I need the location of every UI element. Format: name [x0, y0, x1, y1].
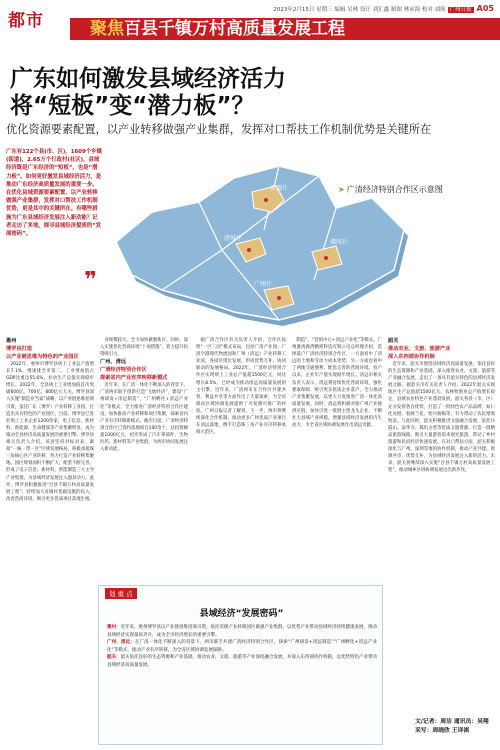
column-1 — [6, 337, 94, 747]
quote-mark-icon: ❞ — [84, 268, 97, 293]
col5-body: 近年来，韶关市围绕县域经济高质量发展，依托良好的生态资源和产业基础，深入推进农业、文旅、旅游等产业融合发展，走出了一条具有韶关特色的县域经济发展之路。据韶关市有关负责人介绍，2022年韶关实现地区生产总值超1500亿元，农林牧渔业总产值增长稳定，县域农业特色产业蓬勃发展。韶关各县（市、区）充分发挥各自优势，打造了一批特色农产品品牌，如仁化贡柑、翁源兰花、始兴杨梅等，有力带动了农民增收致富。与此同时，韶关积极推进文旅融合发展，依托丹霞山、南华寺、珠玑古巷等优质文旅资源，打造一批精品旅游线路，吸引大量游客前来观光旅游，带动了乡村旅游和民宿经济快速发展。在对口帮扶方面，韶关积极深化与广州、深圳等地的协作机制，推动产业共建、资源共享、优势互补，为县域经济发展注入新的活力。未来，韶关将继续深入实施“百县千镇万村高质量发展工程”，推动城乡区域协调发展迈出新步伐。 — [388, 362, 495, 474]
key-point-text: 在广清一体化不断深入的背景下，两市联手共建广清经济特别合作区，探索“广州研发+清远制造”“广州孵化+清远产业化”等模式，推动产业有序转移，为全省区域协调发展探路。 — [107, 640, 378, 653]
key-point-text: 近年来，惠州博罗县以产业链思维招商引资，依托省级产业转移园区做强产业集群，以优势产业带动县域经济持续健康发展，推动县域经济实现量质齐升，成为全市经济增长的重要引擎。 — [107, 625, 377, 638]
col4-body: 制造”，“营销中心+清远产业化”等模式。广州番禺鹿湾精密科技有限公司总经理介绍，选择落户广清经济特别合作区，一方面看中了清远的土地和劳动力成本优势，另一方面也看中了两地交通便利、配套完善的营商环境。投产以来，企业年产值实现稳步增长。清远市相关负责人表示，清远将持续优化营商环境，强化要素保障，吸引更多优质企业落户，全力推动产业集聚发展，以更大力度推进广清一体化高质量发展。同时，清远将积极对接广州产业链供应链，加快引进一批链主型龙头企业，不断壮大县域产业规模，增强县域经济发展的内生动力，为全省区域协调发展作出清远贡献。 — [292, 338, 382, 429]
key-point-lead: 惠州： — [107, 625, 121, 630]
key-points-title: 县域经济“发展密码” — [199, 609, 284, 619]
guangqing-map — [104, 140, 500, 330]
label-qingcheng: 清城片 — [224, 235, 243, 242]
headline-line-2: 将“短板”变“潜力板”？ — [10, 93, 255, 119]
page-header — [0, 0, 500, 40]
col1-heading-2: 以产业链思维为特色的产业园区 — [6, 354, 79, 360]
col5-heading-1: 推动农业、文旅、旅游产业 — [388, 346, 451, 352]
arrow-icon: ➤ — [338, 185, 345, 194]
page-meta — [273, 4, 494, 13]
key-point-item — [107, 624, 377, 639]
banner-title — [90, 14, 345, 39]
label-yingde: 英德片 — [270, 185, 289, 192]
column-5 — [388, 337, 495, 747]
key-points-body — [107, 624, 377, 669]
banner-title-text: 百县千镇万村高质量发展工程 — [124, 19, 345, 39]
credits-writer: 文/记者：周洁 通讯员：吴翔 — [415, 719, 489, 725]
map-title-text: 广清经济特别合作区示意图 — [346, 185, 443, 194]
column-4 — [292, 337, 382, 582]
marker-fogang — [324, 256, 328, 260]
article-subhead: 优化资源要素配置，以产业转移做强产业集群，发挥对口帮扶工作机制优势是关键所在 — [6, 123, 432, 136]
headline-line-1: 广东如何激发县域经济活力 — [10, 66, 286, 92]
column-2 — [100, 337, 188, 582]
col3-body: 据广清合作区有关负责人介绍，合作区按照“一区三园”模式布局，包括广清产业园、广清空港现代物流园和广州（清远）产业转移工业园，各园区错位发展，形成优势互补、协同联动的发展格局。2022年，广清经济特别合作区实现规上工业总产值超1500亿元，同比增长8.5%，已经成为推动清远高质量发展的主引擎。近年来，广清两市在合作区共建共管、利益共享等方面作出了大量探索，为全省推动区域协调发展提供了可复制可推广的经验。广州日报记者了解到，下一步，两市将继续深化合作机制，推动更多广州优质产业项目在清远落地，携手打造珠三角产业有序转移承接示范区。 — [196, 338, 286, 436]
map-title — [338, 184, 443, 195]
col2-body: 业规模较大，全力加快做强新区。同时，深入实施优化营商环境“十项措施”，着力提升投资吸引力。 — [100, 338, 188, 358]
key-point-text: 韶关依托良好的生态资源和产业基础，推动农业、文旅、旅游等产业深度融合发展，并深入东西部协作机制，以优势特色产业带动县域经济高质量发展。 — [107, 655, 377, 668]
col1-location: 惠州 — [6, 338, 17, 344]
col1-heading-1: 博罗县打造 — [6, 346, 32, 352]
banner-prefix: 聚焦 — [90, 19, 124, 39]
key-point-lead: 广州、清远： — [107, 640, 135, 645]
article-credits — [415, 718, 489, 736]
key-points-box — [98, 585, 383, 745]
edition-tag: 广州日报 — [449, 7, 472, 13]
col2-heading-2: 探索省内产业有序转移新模式 — [100, 375, 168, 382]
article-lead: 广东有122个县(市、区)，1609个乡镇(街道)，2.65万个行政村(社区)，县域经济既是广东经济的“短板”，也是“潜力板”。如何更好激发县域经济活力，是推动广东经济高质量发展的重要一步。在优化县域资源要素配置、以产业转移做强产业集群，发挥对口帮扶工作机制优势，更是其中的关键所在。有哪些措施为广东县域经济发展注入新动能？记者走访了多地，探寻县域经济提质的“发展密码”。 — [6, 149, 102, 238]
marker-qingcheng — [247, 248, 251, 252]
label-fogang: 佛冈片 — [330, 239, 349, 246]
marker-guangzhou — [277, 296, 281, 300]
column-3 — [196, 337, 286, 582]
article-headline — [10, 66, 370, 120]
key-point-lead: 韶关： — [107, 655, 121, 660]
section-name: 都市 — [8, 11, 44, 31]
col1-body: 2022年，惠州市博罗县规上工业总产值增长7.1%，增速排全市第二，工业增加值占GDP比重达55.6%，拉动生产总值实现稳步增长。2022年，全县规上工业增加值首次突破600亿、700亿、800亿元大关。博罗县深入实施“制造业当家”战略，以产业链思维招商引资，依托广东（博罗）产业转移工业园，打造出具有特色的产业园区。目前，博罗县已进驻规上工业企业1200余家，电子信息、新材料、新能源、生命健康等产业集聚明显，成为推动全县经济高质量发展的重要引擎。博罗县相关负责人介绍，该县坚持对标对表，紧扣“一核一带一区”区域发展格局，积极承接珠三角核心区产业转移，努力打造产业转移集聚地。园区规划面积不断扩大，配套不断完善，形成了电子信息、新材料、智能制造三大主导产业集群，为县域经济发展注入强劲动力。此外，博罗县积极推进“百县千镇万村高质量发展工程”，持续加大对镇村基础设施的投入，改善营商环境，吸引更多优质项目落地生根。 — [6, 362, 94, 502]
page-number: A05 — [476, 4, 494, 13]
col2-location: 广州、清远 — [100, 359, 126, 366]
key-points-tag: 划 重 点 — [105, 588, 137, 599]
marker-yingde — [264, 198, 268, 202]
date-editor-info: 2023年2月15日 星期三 编辑 吴林 设计 刘汇鑫 制图 林承海 校对 刘航 — [273, 7, 446, 13]
key-point-item — [107, 639, 377, 654]
col5-location: 韶关 — [388, 338, 399, 344]
credits-photo: 采写：周晓欣 王译祺 — [415, 728, 470, 734]
label-guangzhou: 广州片 — [254, 281, 273, 288]
key-point-item — [107, 654, 377, 669]
col5-heading-2: 深入东西部协作机制 — [388, 354, 435, 360]
col2-heading-1: 广清经济特别合作区 — [100, 367, 147, 374]
col2-body-2: 近年来，在广清一体化不断深入的背景下，广清两市联手创新打造“飞地经济”，建设“广州研发+清远制造”，“广州孵化+清远产业化”等模式，全力推进广清经济特别合作区建设，加快推动产业转移和项目集聚，探索省内产业有序转移新模式。截至目前，广清经济特别合作区已签约落地项目100余个，总投资额超1000亿元，初步形成了汽车零部件、生物医药、新材料等产业集群，为两市协同发展注入新动能。 — [100, 383, 188, 453]
